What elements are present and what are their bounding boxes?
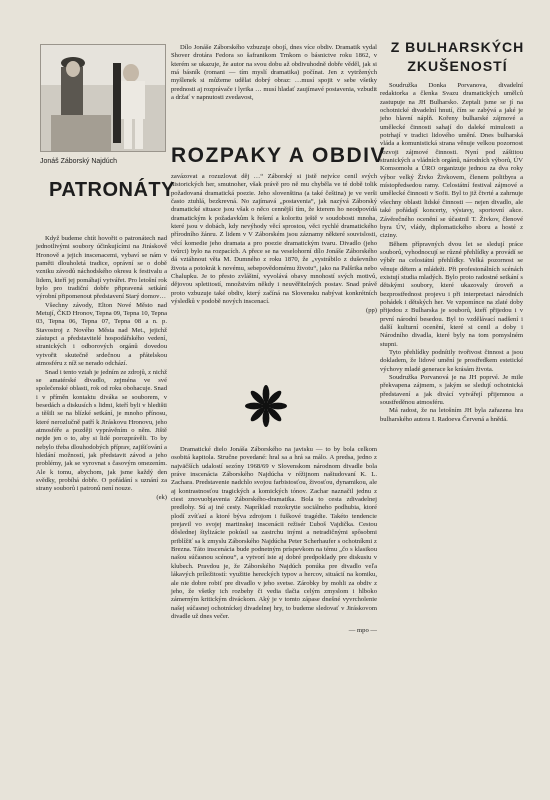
paragraph: Tyto přehlídky podnítily tvořivost činnost a jsou dokladem, že lidové umění je prostředkem estetické výchovy mladé generace ke krásám života. — [380, 349, 523, 373]
photo-illustration — [41, 45, 165, 151]
article-dramaticke-dielo — [171, 446, 377, 636]
article-rozpaky-intro — [171, 44, 377, 102]
heading-bulharsko — [385, 38, 530, 76]
article-rozpaky — [171, 173, 377, 315]
article-patronaty — [36, 235, 167, 502]
signature: (ek) — [156, 493, 167, 501]
article-bulharsko — [380, 82, 523, 424]
heading-line: ZKUŠENOSTÍ — [407, 58, 508, 74]
photo-caption: Jonáš Záborský Najdúch — [40, 158, 118, 165]
flower-ornament-icon — [243, 383, 289, 429]
paragraph: Během přípravných dvou let se sledují práce souborů, vyhodnocují se různé přehlídky a provádí se výběr na celostátní přehlídky. Velká pozornost se věnuje dětem a mládeži. Při profesionálních scénách existují studia mladých. Bylo proto radostné setkání s dětskými soubory, které ukazovaly úroveň a bezprostřednost projevu i při interpretaci národních pohádek i dětských her. Ve vzpomínce na zlaté doby přijedou z Bulharska je souborů, kteří přijedou i v první národní besedou. Byl to vzdělávací nadšení i další kulturní ocenění, které si cenil a doby i Národního divadla, které byly na tom pomyslném stupni. — [380, 240, 523, 348]
paragraph: Dramatické dielo Jonáša Záborského na javisku — to by bola celkom osobitá kapitola. Stručne povedané: hral sa a hrá sa málo. A predsa, jedno z najväčších udalostí sezóny 1968/69 v Slovenskom národnom divadle bola práve inscenácia Záborského Najdúcha v réžijnom naštudovaní K. L. Zachara. Predstavenie nadchlo svojou farbistosťou, živosťou, dynamikou, ale aj kontrastnosťou tragických a komických tónov. Zachar naznačil jednu z ciest znovuobjavenia Záborského-dramatika. Bola to cesta zdivadelnej predlohy. Sú aj iné cesty. Napríklad rozokrytie sociálneho podhubia, ktoré plodí zvíťazí a ktoré býva zdrojom i fuškové tragédie. Takéto tendencie prejavil vo svojej martinskej inscenácii režisér Ľuboš Vajdička. Cestou dôslednej štylizácie pokúsil sa zastrchu inými a netradičnými spôsobmi priblížiť sa k zmyslu Záborského Najdúcha Peter Scherhaufer s ochotníkmi z Brezna. Táto inscenácia bude podnetným príspevkom na tému „čo s klasikou našou súčasnou scénou“, a vytvorí iste aj dobré predpoklady pre diskusiu v klubech. Pravdou je, že Záborského Najdúch ponúka pre divadlo veľa lákavých príležitostí: využitie hereckých typov a hercov, situácií na komiku, ale nie dobre robiť pre divadlo v jeho svetse. Zárobky by mohli za obdiv z jeho, že všetky ich rozbehy či vedia tlačia celým zmyslom i hlboko zámerným kritickým diváckom. Aký je v tomto zápase dnešné vyvrcholenie našej súčasnej ochotníckej divadelnej hry, to budeme sledovať v Jiráskovom divadle už dnes večer. — [171, 446, 377, 620]
paragraph: Má radost, že na letošním JH byla zařazena hra bulharského autora I. Radoeva Červená a hnědá. — [380, 407, 523, 423]
heading-patronaty: PATRONÁTY — [49, 179, 175, 201]
paragraph: Dílo Jonáše Záborského vzbuzuje obojí, dnes více obdiv. Dramatik vydal Shover drotára Fedora so šafranikom Trnkom o básnictve roku 1862, v kterém se ukazuje, že autor na svou dobu až obdivuhodně dobře věděl, jak si má básník (romani — tím myslí dramatika) počínat. Jen z vytržených myšlenek si můžeme udělat dobrý obraz: …musí spojit v sebe všetky prednosti aj rozprávače i lyrika … musí hladať zaujímavé postavenia, vzbudit a držať v napnutosti zvedavost, — [171, 44, 377, 102]
signature: (pp) — [366, 306, 377, 314]
heading-rozpaky: ROZPAKY A OBDIV — [171, 144, 387, 167]
paragraph: Všechny závody, Elton Nové Město nad Metují, ČKD Hronov, Tepna 09, Tepna 10, Tepna 03, Tepna 06, Tepna 07, Tepna 08 a n. p. Stavostroj z Nového Města nad Met., jejichž zástupci a představitelé hospodářského vedení, stranických i odborových orgánů dovedou vytvořit skutečně srdečnou a přátelskou atmosféru z níž se nerado odchází. — [36, 301, 167, 368]
paragraph: Soudružka Donka Porvanova, divadelní redaktorka a členka Svazu dramatických umělců zastupuje na JH Bulharsko. Zeptali jsme se jí na ochotnické divadelní hnutí, čím se zabývá a jaké je jeho hlavní náplň. Kořeny bulharské zájmové a umělecké činnosti sahají do daleké minulosti a potrhají v tradici lidového umění. Dnes bulharská vláda a komunistická strana věnuje velkou pozornost rozvoji zájmové činnosti. Nyní pod záštitou stranických a vládních orgánů, národních výborů, ÚV Komsomolu a ÚRO organizuje jednou za dva roky výbor velký Živko Živkovem, členem politbyra a místopředsedou ramy. Celostátní festival zájmové a umělecké činnosti v Sofii. Byl to již čtvrté a zahrnuje všechny oblasti lidské činnosti — nejen divadlo, ale také pořádají koncerty, výstavy, sportovní akce. Závěrečného ocenění se účastnil T. Živkov, členové byra ÚV, vlády, diplomatického sboru a hosté z ciziny. — [380, 82, 523, 240]
paragraph: zavázovat a rozuzlovat děj …“ Záborský si jistě nejvíce cenil svých historických her, smutnoher, však právě pro ně mu chyběla ve té době tolik požadovaná dramatická poezie. Jeho slovenština (a také čeština) je ve verši často ztuhlá, bezkrevná. No zajímavá „postavenia“, jak nazývá Záborský dramatické situace jsou však o něco cennější tím, že kterem ho neodpovídá dramatickým k požadavkům k řešení a koloritu ještě v soudobosti mnoha, které jsou v dobách, kdy nevýhody věcí sprostou, věci rychlé dramatického přírodního žánru. Z lidem v V Záborském jsou záznamy některé souvislosti, věcí komedie jeho dramata a pro poezie dramatickým tvaru. Divadlo (jeho tvůrci) bylo na rozpacích. A přece se na veselohorní dílo Jonáše Záborského dá vztáhnout věta M. Dumného z roku 1870, že „vystrábilo z duševního života a potokrát k novému, sebepovědomému životu“, jako na Palšrika nebo Chalupku. Je to přesto zvláštní, vyvolává obavy mnohostí svých motivů, dějovou spletitostí, množstvím někdy i neuvěřitelných postav. Snad právě proto vzbuzuje také obdiv, který začíná na Slovensku nabývat konkrétních výsledků v podobě nových inscenací. — [171, 173, 377, 306]
paragraph: Soudružka Porvanová je na JH poprvé. Je mile překvapena zájmem, s jakým se sledují ochotnická představení a jak divácí vytvářejí přijemnou a soustředěnou atmosféru. — [380, 374, 523, 407]
paragraph: Když budeme chtít hovořit o patronátech nad jednotlivými soubory účinkujícími na Jiráskově Hronově a jejich inscenacemi, vybaví se nám v paměti dlouholetá tradice, oprávní se o době vzniku závodů náchodského okresu k festivalu a lidem, kteří jej pomáhají vytvářet. Pro letošní rok bylo pro tradiční dobře připravená setkání výrobní připomenout představení Starý domov… — [36, 235, 167, 301]
photo — [40, 44, 166, 152]
signature: — mpo — — [348, 627, 377, 635]
heading-line: Z BULHARSKÝCH — [390, 39, 525, 55]
paragraph: Snad i tento vztah je jedním ze zdrojů, z nichž se amatérské divadlo, zejména ve své společenské oblasti, rok od roku obohacuje. Snad i v příměn kontaktu diváka se souborem, v besedách a diskusích s lidmi, kteří byli v hledišti a těšili se na blízké setkání, je mnoho přínosu, které nerozlučně patří k Jiráskovu Hronovu, jeho atmosféře a později vyprávěním o něm. Jiště nejde jen o to, aby si lidé porozprávěli. To by nebylo třeba dlouhodobých příprav, zajišťování a hledání možností, jak představit závod a jeho problémy, jak se vyrovnat s časovým omezením. Ale k tomu, abychom, jak jsme každý den svědky, probíhá dobře. O pořádání s uznání za strany souborů i patronů není nouze. — [36, 368, 167, 493]
